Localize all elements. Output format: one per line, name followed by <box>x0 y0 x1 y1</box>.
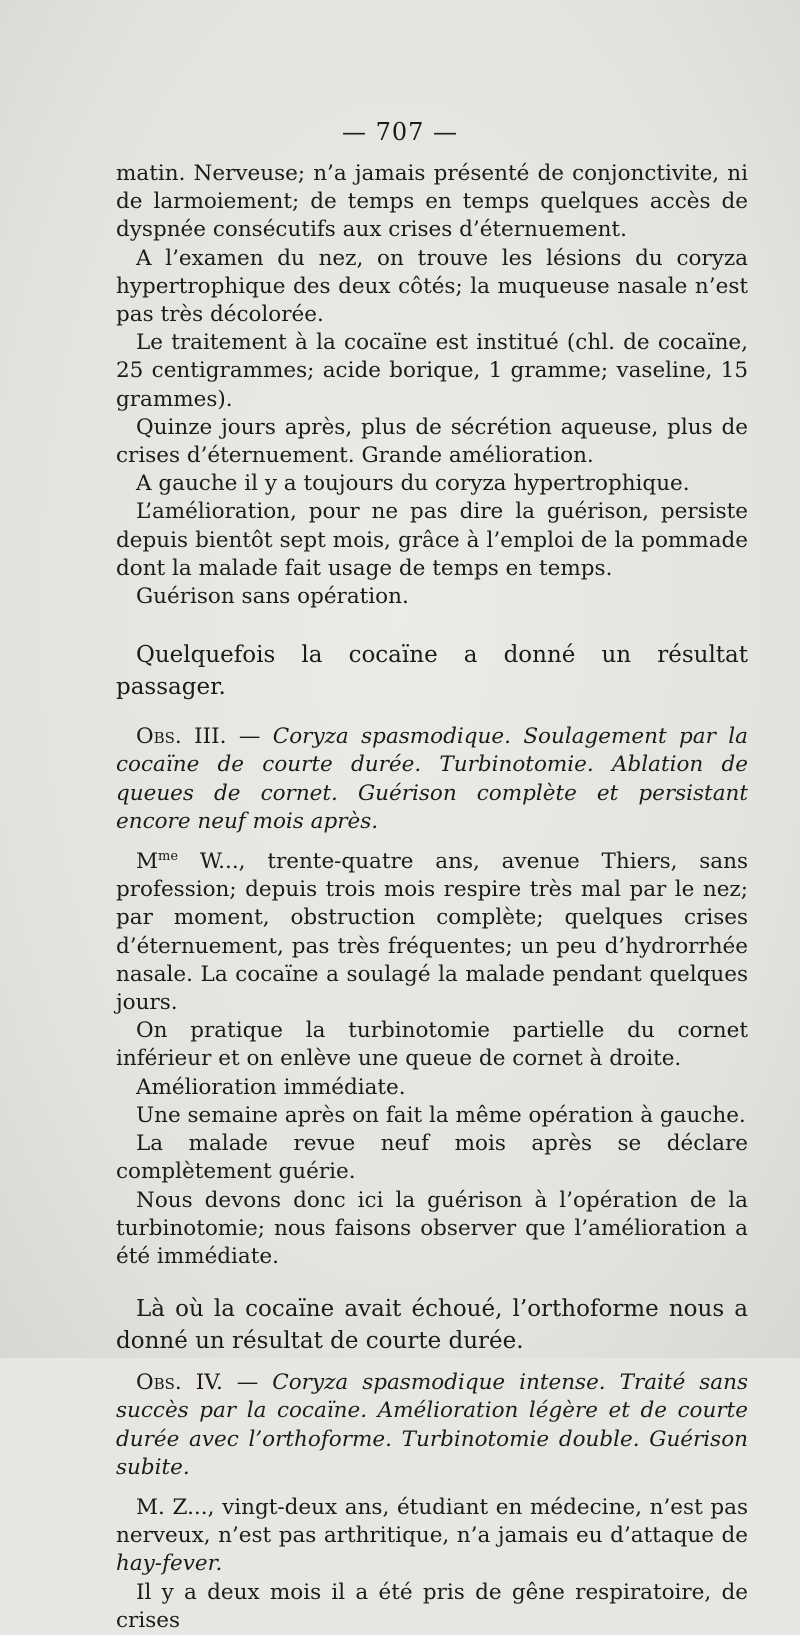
paragraph: La malade revue neuf mois après se déclare complètement guérie. <box>116 1131 748 1185</box>
paragraph: On pratique la turbinotomie partielle du cornet inférieur et on enlève une queue de cornet à droite. <box>116 1018 748 1072</box>
observation-title: Coryza spasmodique intense. Traité sans succès par la cocaïne. Amélioration légère et de courte durée avec l’orthoforme. Turbinotomie double. Guérison subite. <box>116 1370 748 1480</box>
body-text <box>116 160 748 1635</box>
title-abbrev: M <box>136 849 159 875</box>
paragraph: Le traitement à la cocaïne est institué (chl. de cocaïne, 25 centigrammes; acide borique, 1 gramme; vaseline, 15 grammes). <box>116 330 748 412</box>
observation-label: Obs. III. — <box>136 724 261 750</box>
paragraph: Guérison sans opération. <box>136 584 409 610</box>
paragraph: A l’examen du nez, on trouve les lésions du coryza hypertrophique des deux côtés; la muqueuse nasale n’est pas très décolorée. <box>116 245 748 328</box>
title-abbrev-sup: me <box>158 848 179 864</box>
paragraph: matin. Nerveuse; n’a jamais présenté de conjonctivite, ni de larmoiement; de temps en temps quelques accès de dyspnée consécutifs aux crises d’éternuement. <box>116 161 748 243</box>
italic-term: hay-fever. <box>116 1551 223 1577</box>
paragraph <box>116 1494 748 1579</box>
page-number: — 707 — <box>341 118 459 146</box>
paragraph: Il y a deux mois il a été pris de gêne respiratoire, de crises <box>116 1579 748 1633</box>
observation-heading <box>116 723 748 836</box>
paragraph-text: M. Z..., vingt-deux ans, étudiant en médecine, n’est pas nerveux, n’est pas arthritique, n’a jamais eu d’attaque de <box>116 1494 748 1549</box>
observation-heading <box>116 1369 748 1482</box>
paragraph: A gauche il y a toujours du coryza hypertrophique. <box>136 471 690 497</box>
paragraph: Quinze jours après, plus de sécrétion aqueuse, plus de crises d’éternuement. Grande amélioration. <box>116 414 748 469</box>
observation-label: Obs. IV. — <box>136 1370 259 1396</box>
paragraph: Nous devons donc ici la guérison à l’opération de la turbinotomie; nous faisons observer que l’amélioration a été immédiate. <box>116 1187 748 1269</box>
paragraph-text: W..., trente-quatre ans, avenue Thiers, sans profession; depuis trois mois respire très mal par le nez; par moment, obstruction complète; quelques crises d’éternuement, pas très fréquentes; un peu d’hydrorrhée nasale. La cocaïne a soulagé la malade pendant quelques jours. <box>116 849 748 1016</box>
paragraph: L’amélioration, pour ne pas dire la guérison, persiste depuis bientôt sept mois, grâce à l’emploi de la pommade dont la malade fait usage de temps en temps. <box>116 499 748 581</box>
paragraph: Amélioration immédiate. <box>136 1074 406 1100</box>
observation-title: Coryza spasmodique. Soulagement par la cocaïne de courte durée. Turbinotomie. Ablation de queues de cornet. Guérison complète et persistant encore neuf mois après. <box>116 724 748 834</box>
section-heading: Quelquefois la cocaïne a donné un résultat passager. <box>116 642 748 701</box>
paragraph: Une semaine après on fait la même opération à gauche. <box>136 1102 746 1128</box>
paragraph <box>116 848 748 1017</box>
section-heading: Là où la cocaïne avait échoué, l’orthoforme nous a donné un résultat de courte durée. <box>116 1296 748 1355</box>
